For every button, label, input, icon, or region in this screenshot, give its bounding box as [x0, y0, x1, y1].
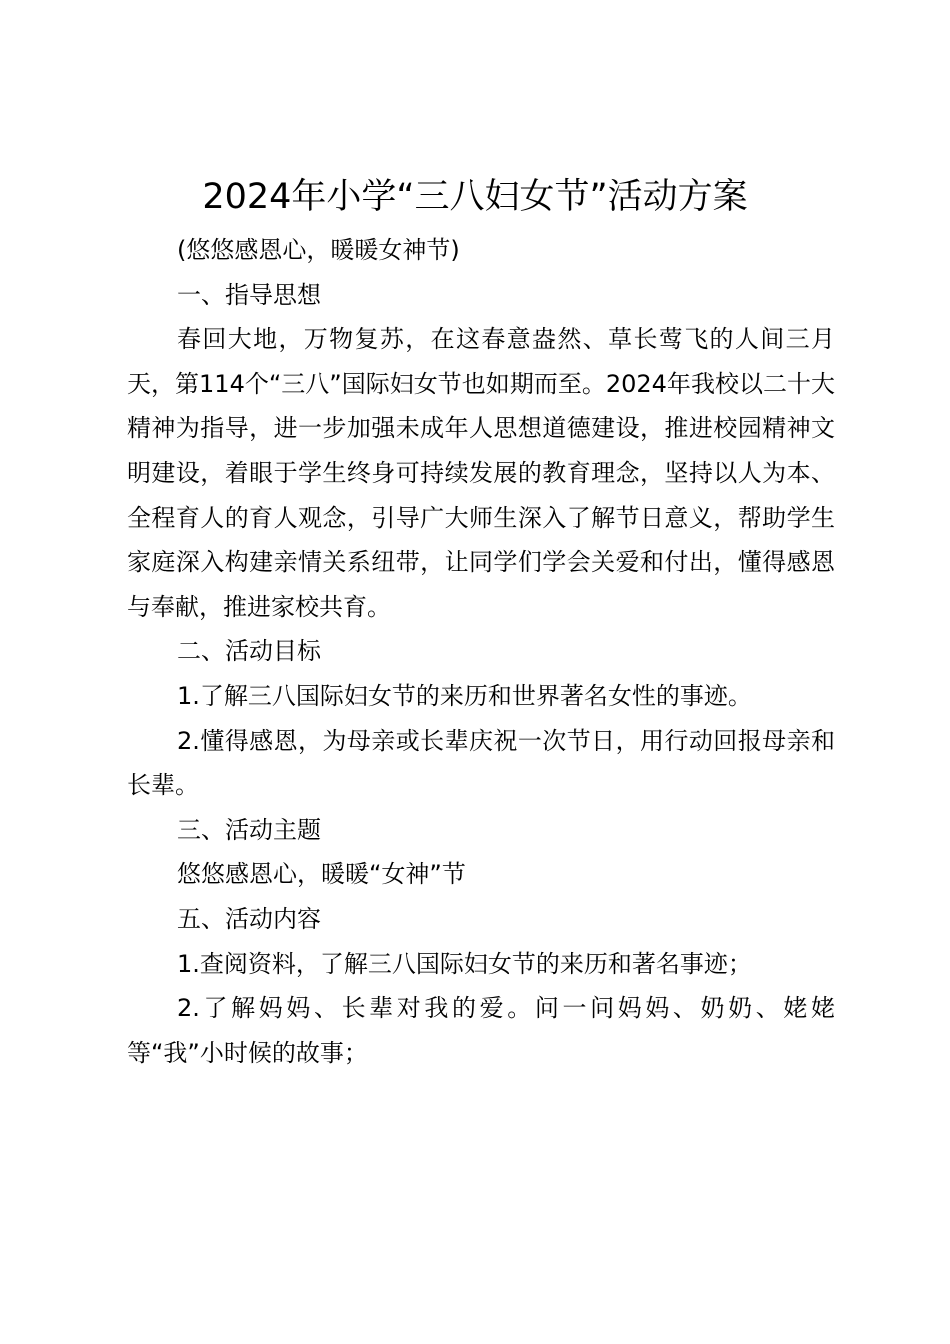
section-heading-content: 五、活动内容: [177, 904, 321, 933]
subtitle: (悠悠感恩心，暖暖女神节): [177, 236, 460, 264]
document-body: [127, 228, 835, 1075]
section-heading-goals: 二、活动目标: [177, 637, 321, 666]
document-title: 2024年小学“三八妇女节”活动方案: [202, 177, 748, 217]
section-heading-guiding: 一、指导思想: [177, 280, 321, 309]
paragraph-content-1: 1.查阅资料，了解三八国际妇女节的来历和著名事迹；: [177, 949, 752, 978]
paragraph-theme: 悠悠感恩心，暖暖“女神”节: [177, 860, 466, 889]
section-heading-theme: 三、活动主题: [177, 815, 321, 844]
paragraph-goal-1: 1.了解三八国际妇女节的来历和世界著名女性的事迹。: [177, 681, 752, 710]
paragraph-guiding: 春回大地，万物复苏，在这春意盎然、草长莺飞的人间三月天，第114个“三八”国际妇女节也如期而至。2024年我校以二十大精神为指导，进一步加强未成年人思想道德建设，推进校园精神文明建设，着眼于学生终身可持续发展的教育理念，坚持以人为本、全程育人的育人观念，引导广大师生深入了解节日意义，帮助学生家庭深入构建亲情关系纽带，让同学们学会关爱和付出，懂得感恩与奉献，推进家校共育。: [127, 325, 835, 621]
paragraph-goal-2: 2.懂得感恩，为母亲或长辈庆祝一次节日，用行动回报母亲和长辈。: [127, 726, 835, 800]
paragraph-content-2: 2.了解妈妈、长辈对我的爱。问一问妈妈、奶奶、姥姥等“我”小时候的故事；: [127, 994, 835, 1067]
